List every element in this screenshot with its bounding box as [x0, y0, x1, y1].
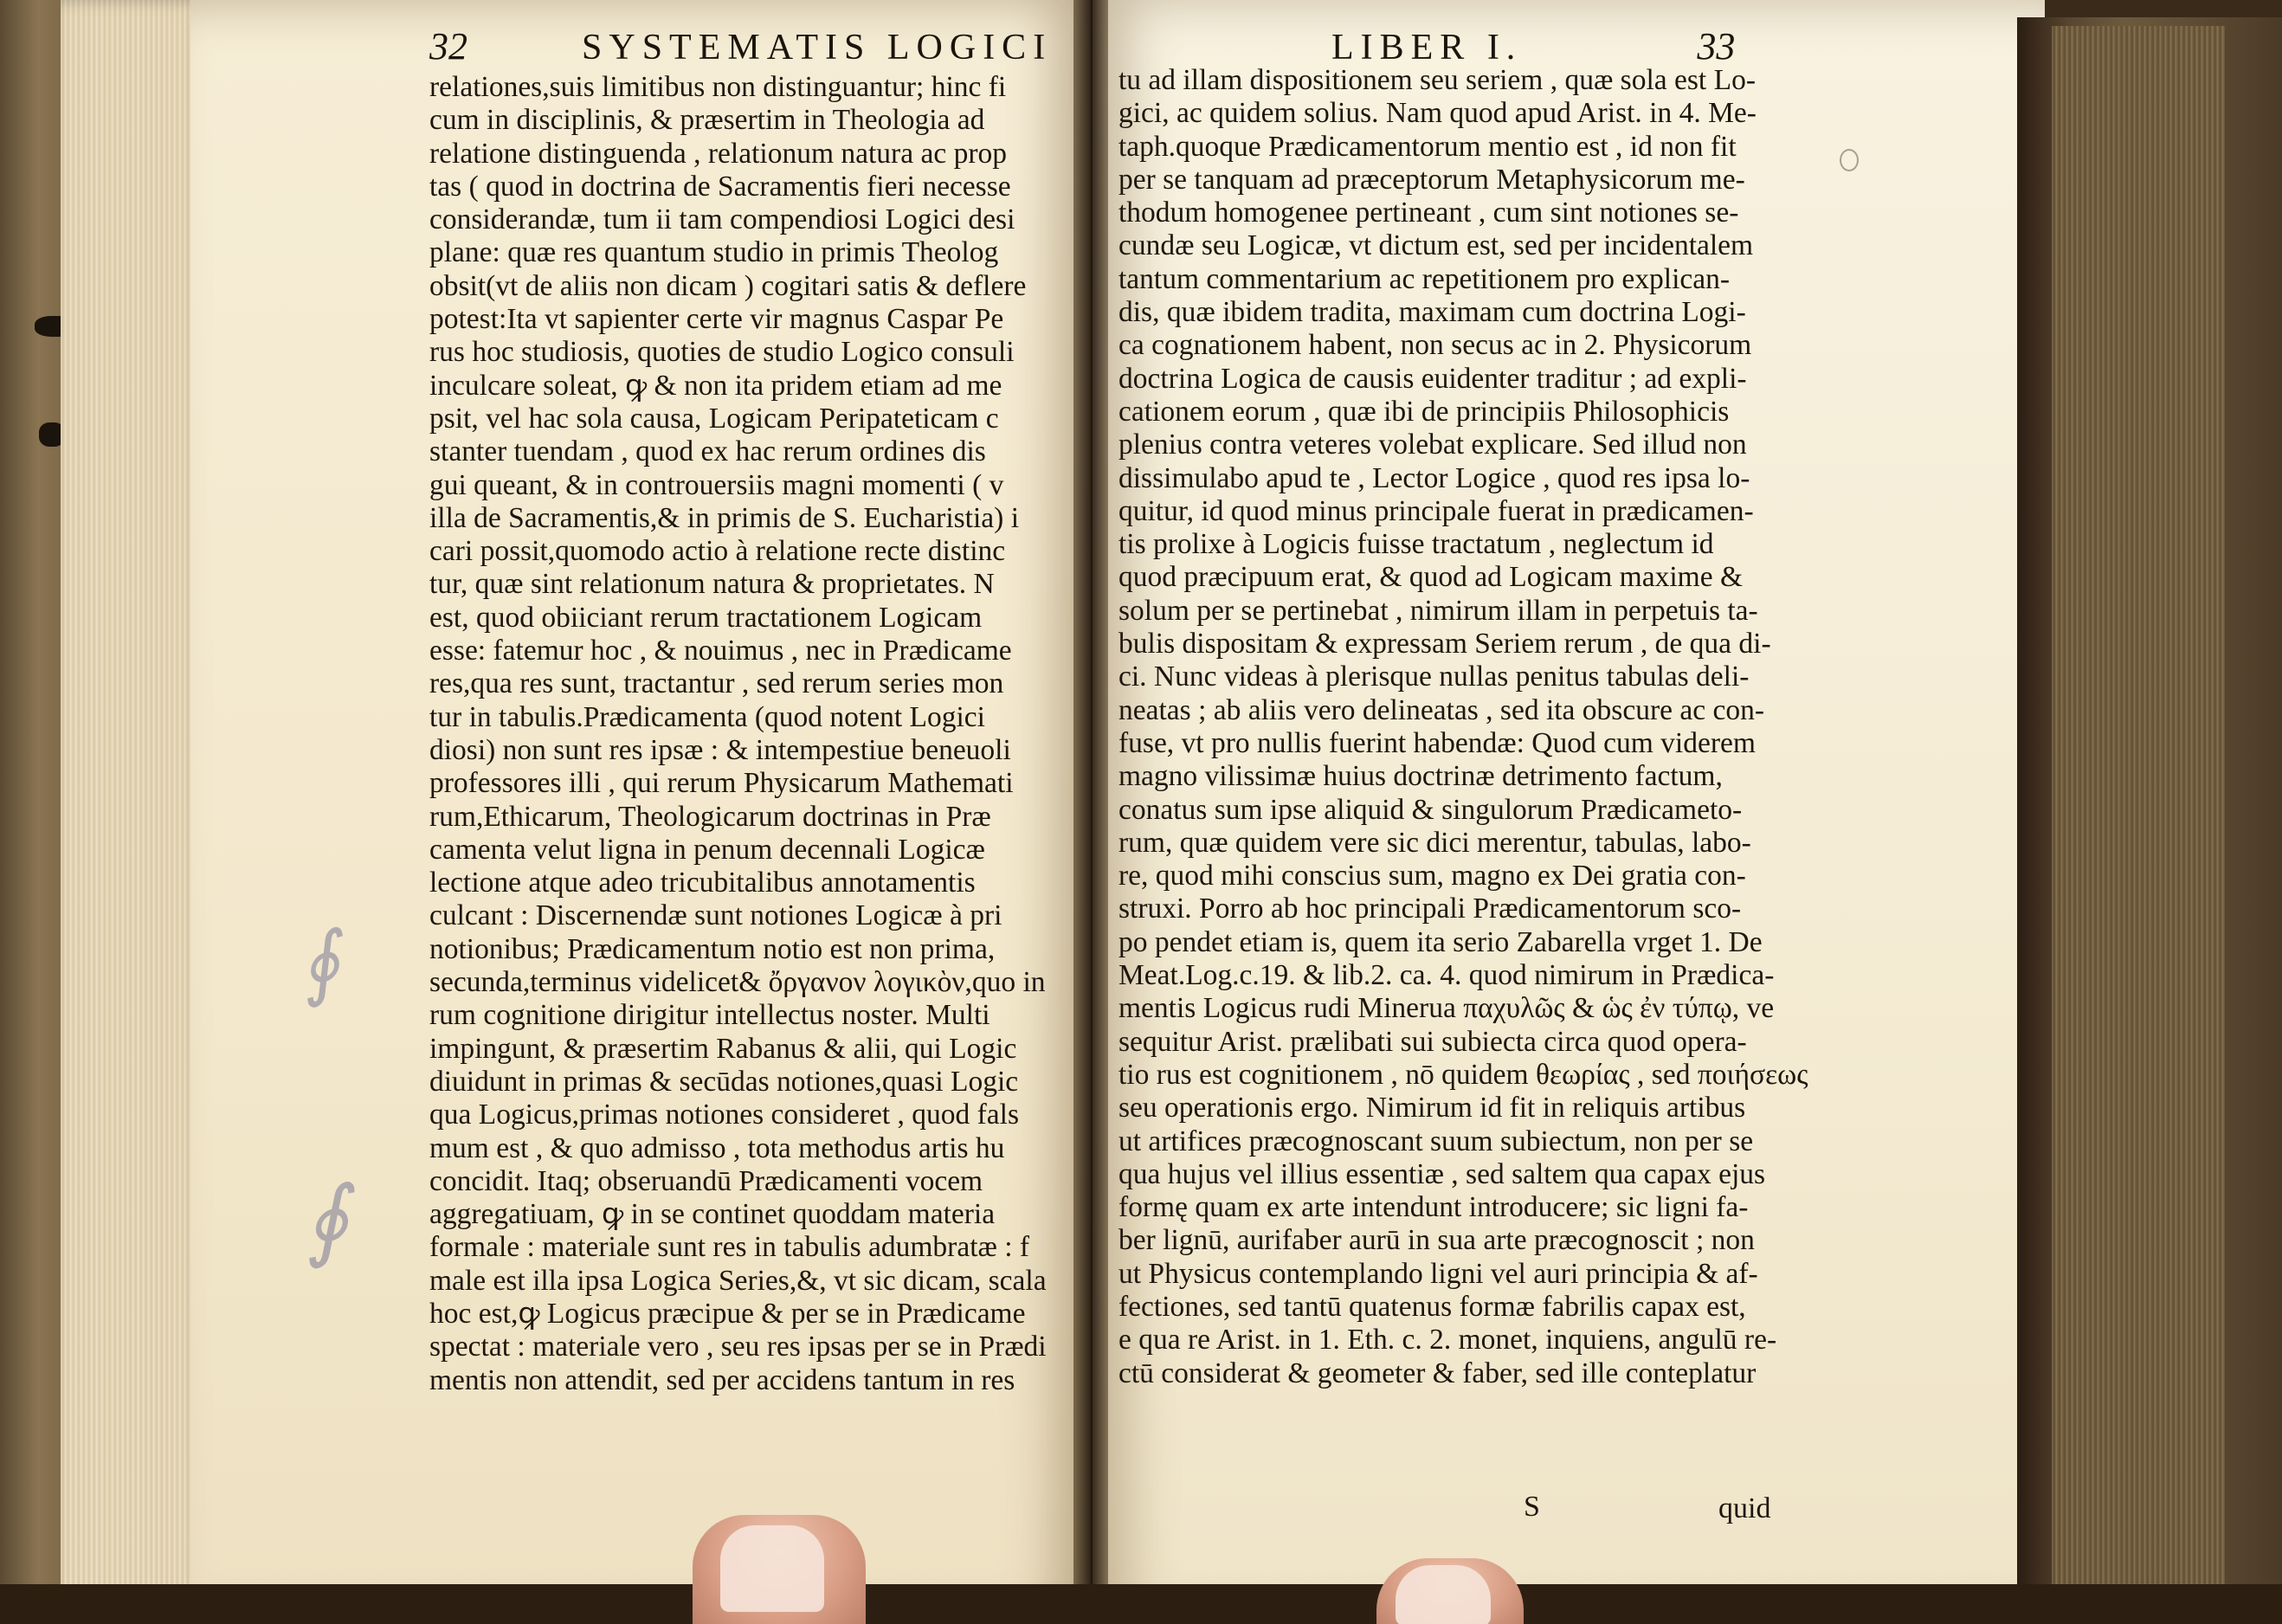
text-line: ber lignū, aurifaber aurū in sua arte præcognoscit ; non — [1118, 1224, 1755, 1257]
text-line: ca cognationem habent, non secus ac in 2. Physicorum — [1118, 329, 1752, 362]
left-running-title: SYSTEMATIS LOGICI — [582, 28, 1053, 68]
text-line: ci. Nunc videas à plerisque nullas penitus tabulas deli- — [1118, 661, 1750, 693]
text-line: dissimulabo apud te , Lector Logice , quod res ipsa lo- — [1118, 461, 1750, 494]
text-line: hoc est,ꝙ Logicus præcipue & per se in Prædicame — [429, 1297, 1026, 1330]
text-line: tur in tabulis.Prædicamenta (quod notent Logici — [429, 700, 985, 733]
text-line: lectione atque adeo tricubitalibus annotamentis — [429, 867, 976, 899]
text-line: sequitur Arist. prælibati sui subiecta circa quod opera- — [1118, 1025, 1747, 1058]
text-line: aggregatiuam, ꝙ in se continet quoddam materia — [429, 1198, 996, 1231]
text-line: cationem eorum , quæ ibi de principiis Philosophicis — [1118, 395, 1730, 428]
text-line: esse: fatemur hoc , & nouimus , nec in Prædicame — [429, 635, 1012, 667]
text-line: culcant : Discernendæ sunt notiones Logicæ à pri — [429, 899, 1002, 932]
text-line: mum est , & quo admisso , tota methodus artis hu — [429, 1131, 1005, 1164]
pencil-doodle: ∮ — [291, 914, 347, 1012]
text-line: magno vilissimæ huius doctrinæ detrimento factum, — [1118, 760, 1723, 793]
text-line: spectat : materiale vero , seu res ipsas per se in Prædi — [429, 1331, 1047, 1363]
text-line: qua hujus vel illius essentiæ , sed saltem qua capax ejus — [1118, 1157, 1766, 1190]
text-line: concidit. Itaq; obseruandū Prædicamenti vocem — [429, 1164, 983, 1197]
text-line: tas ( quod in doctrina de Sacramentis fieri necesse — [429, 170, 1011, 203]
text-line: potest:Ita vt sapienter certe vir magnus Caspar Pe — [429, 303, 1004, 336]
text-line: relatione distinguenda , relationum natura ac prop — [429, 137, 1007, 170]
text-line: conatus sum ipse aliquid & singulorum Prædicameto- — [1118, 793, 1743, 826]
catchword: quid — [1718, 1492, 1771, 1524]
text-line: taph.quoque Prædicamentorum mentio est , id non fit — [1118, 130, 1737, 163]
text-line: dis, quæ ibidem tradita, maximam cum doctrina Logi- — [1118, 296, 1746, 329]
stain-mark — [1840, 149, 1859, 171]
text-line: solum per se pertinebat , nimirum illam in perpetuis ta- — [1118, 594, 1758, 627]
text-line: bulis dispositam & expressam Seriem rerum , de qua di- — [1118, 628, 1771, 661]
text-line: plane: quæ res quantum studio in primis Theolog — [429, 236, 999, 269]
text-line: e qua re Arist. in 1. Eth. c. 2. monet, inquiens, angulū re- — [1118, 1324, 1777, 1357]
text-line: impingunt, & præsertim Rabanus & alii, qui Logic — [429, 1032, 1017, 1065]
text-line: inculcare soleat, ꝙ & non ita pridem etiam ad me — [429, 369, 1002, 402]
text-line: rum cognitione dirigitur intellectus noster. Multi — [429, 999, 990, 1032]
text-line: cundæ seu Logicæ, vt dictum est, sed per incidentalem — [1118, 229, 1754, 262]
text-line: tu ad illam dispositionem seu seriem , quæ sola est Lo- — [1118, 64, 1756, 96]
text-line: diosi) non sunt res ipsæ : & intempestiue beneuoli — [429, 733, 1011, 766]
left-page-text — [429, 71, 1087, 1397]
text-line: ut artifices præcognoscant suum subiectum, non per se — [1118, 1125, 1754, 1157]
text-line: considerandæ, tum ii tam compendiosi Logici desi — [429, 203, 1015, 236]
text-line: mentis non attendit, sed per accidens tantum in res — [429, 1363, 1015, 1396]
text-line: rus hoc studiosis, quoties de studio Logico consuli — [429, 336, 1015, 369]
text-line: notionibus; Prædicamentum notio est non prima, — [429, 932, 996, 965]
text-line: re, quod mihi conscius sum, magno ex Dei gratia con- — [1118, 860, 1746, 893]
text-line: qua Logicus,primas notiones consideret , quod fals — [429, 1099, 1020, 1131]
text-line: doctrina Logica de causis euidenter traditur ; ad expli- — [1118, 362, 1747, 395]
right-running-title: LIBER I. — [1331, 28, 1523, 68]
text-line: quod præcipuum erat, & quod ad Logicam maxime & — [1118, 561, 1744, 594]
text-line: diuidunt in primas & secūdas notiones,quasi Logic — [429, 1065, 1019, 1098]
text-line: stanter tuendam , quod ex hac rerum ordines dis — [429, 435, 986, 468]
text-line: psit, vel hac sola causa, Logicam Peripateticam c — [429, 402, 999, 435]
text-line: camenta velut ligna in penum decennali Logicæ — [429, 833, 985, 866]
text-line: plenius contra veteres volebat explicare. Sed illud non — [1118, 429, 1747, 461]
text-line: quitur, id quod minus principale fuerat in prædicamen- — [1118, 494, 1754, 527]
text-line: thodum homogenee pertineant , cum sint notiones se- — [1118, 197, 1739, 229]
text-line: ut Physicus contemplando ligni vel auri principia & af- — [1118, 1257, 1758, 1290]
text-line: fuse, vt pro nullis fuerint habendæ: Quod cum viderem — [1118, 726, 1756, 759]
signature-mark: S — [1524, 1491, 1540, 1523]
text-line: ctū considerat & geometer & faber, sed ille conteplatur — [1118, 1357, 1757, 1389]
text-line: professores illi , qui rerum Physicarum Mathemati — [429, 767, 1014, 800]
text-line: est, quod obiiciant rerum tractationem Logicam — [429, 601, 983, 634]
right-page-number: 33 — [1697, 25, 1736, 68]
text-line: obsit(vt de aliis non dicam ) cogitari satis & deflere — [429, 269, 1027, 302]
page-edges-left — [61, 0, 208, 1624]
page-edges-right — [2052, 26, 2225, 1610]
text-line: tantum commentarium ac repetitionem pro explican- — [1118, 262, 1731, 295]
right-page-text — [1118, 64, 1811, 1390]
text-line: res,qua res sunt, tractantur , sed rerum series mon — [429, 667, 1004, 700]
text-line: fectiones, sed tantū quatenus formæ fabrilis capax est, — [1118, 1290, 1746, 1323]
pencil-doodle: ∮ — [299, 1166, 353, 1273]
text-line: male est illa ipsa Logica Series,&, vt sic dicam, scala — [429, 1264, 1047, 1297]
text-line: mentis Logicus rudi Minerua παχυλῶς & ὡς ἐν τύπῳ, ve — [1118, 992, 1775, 1025]
text-line: formale : materiale sunt res in tabulis adumbratæ : f — [429, 1231, 1030, 1264]
text-line: tur, quæ sint relationum natura & proprietates. N — [429, 568, 995, 601]
text-line: formę quam ex arte intendunt introducere; sic ligni fa- — [1118, 1191, 1749, 1224]
table-surface — [0, 1584, 2282, 1624]
text-line: cum in disciplinis, & præsertim in Theologia ad — [429, 104, 985, 137]
text-line: illa de Sacramentis,& in primis de S. Eucharistia) i — [429, 501, 1020, 534]
text-line: tis prolixe à Logicis fuisse tractatum , neglectum id — [1118, 528, 1714, 561]
text-line: seu operationis ergo. Nimirum id fit in reliquis artibus — [1118, 1092, 1746, 1125]
text-line: neatas ; ab aliis vero delineatas , sed ita obscure ac con- — [1118, 693, 1764, 726]
left-page-header — [429, 24, 1087, 76]
text-line: cari possit,quomodo actio à relatione recte distinc — [429, 535, 1006, 568]
text-line: rum, quæ quidem vere sic dici merentur, tabulas, labo- — [1118, 826, 1751, 859]
text-line: po pendet etiam is, quem ita serio Zabarella vrget 1. De — [1118, 925, 1763, 958]
text-line: secunda,terminus videlicet& ὄργανον λογικὸν,quo in — [429, 966, 1046, 999]
thumbnail-left — [720, 1525, 824, 1612]
text-line: per se tanquam ad præceptorum Metaphysicorum me- — [1118, 163, 1745, 196]
text-line: Meat.Log.c.19. & lib.2. ca. 4. quod nimirum in Prædica- — [1118, 959, 1775, 992]
text-line: gui queant, & in controuersiis magni momenti ( v — [429, 468, 1004, 501]
text-line: struxi. Porro ab hoc principali Prædicamentorum sco- — [1118, 893, 1742, 925]
text-line: gici, ac quidem solius. Nam quod apud Arist. in 4. Me- — [1118, 97, 1757, 130]
text-line: rum,Ethicarum, Theologicarum doctrinas in Præ — [429, 800, 991, 833]
text-line: relationes,suis limitibus non distinguantur; hinc fi — [429, 71, 1007, 103]
text-line: tio rus est cognitionem , nō quidem θεωρίας , sed ποιήσεως — [1118, 1058, 1808, 1091]
thumbnail-right — [1396, 1565, 1491, 1624]
left-page-number: 32 — [429, 25, 467, 68]
